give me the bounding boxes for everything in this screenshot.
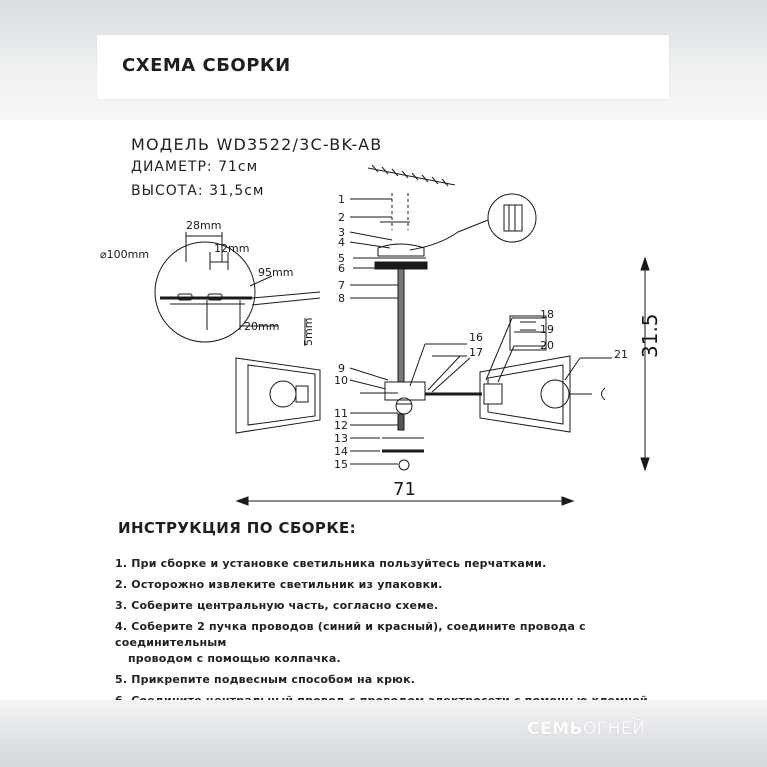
callout-4: 4 <box>338 236 345 249</box>
brand-logo <box>527 719 645 739</box>
height-label: ВЫСОТА: <box>131 183 204 199</box>
callout-21: 21 <box>614 348 628 361</box>
callout-19: 19 <box>540 323 554 336</box>
callout-12: 12 <box>334 419 348 432</box>
instruction-step-line: 5. Прикрепите подвесным способом на крюк. <box>115 673 416 686</box>
dim-width-label: 71 <box>393 479 416 500</box>
callout-6: 6 <box>338 262 345 275</box>
instruction-step-line: проводом с помощью колпачка. <box>128 652 341 665</box>
callout-lines-right <box>410 318 612 386</box>
model-name: МОДЕЛЬ WD3522/3C-BK-AB <box>131 135 383 154</box>
callout-2: 2 <box>338 211 345 224</box>
detail-5: 5mm <box>302 317 315 346</box>
callout-15: 15 <box>334 458 348 471</box>
height-value: 31,5см <box>209 183 265 199</box>
diameter-label: ДИАМЕТР: <box>131 159 213 175</box>
detail-28: 28mm <box>186 219 222 232</box>
brand-bold: СЕМЬ <box>527 719 583 739</box>
instruction-step <box>115 577 675 593</box>
diameter-value: 71см <box>218 159 259 175</box>
instructions-title: ИНСТРУКЦИЯ ПО СБОРКЕ: <box>118 519 357 537</box>
instruction-step-line: 1. При сборке и установке светильника пользуйтесь перчатками. <box>115 557 547 570</box>
instruction-step-line: 2. Осторожно извлеките светильник из упаковки. <box>115 578 443 591</box>
callout-17: 17 <box>469 346 483 359</box>
wire-detail <box>410 194 536 250</box>
ceiling-hatch <box>368 165 455 186</box>
callout-lines-left <box>350 199 398 464</box>
callout-8: 8 <box>338 292 345 305</box>
page-title: СХЕМА СБОРКИ <box>122 55 291 76</box>
callout-7: 7 <box>338 279 345 292</box>
callout-16: 16 <box>469 331 483 344</box>
callout-20: 20 <box>540 339 554 352</box>
detail-12: 12mm <box>214 242 250 255</box>
instruction-step-line: 3. Соберите центральную часть, согласно схеме. <box>115 599 439 612</box>
instruction-step-line: 4. Соберите 2 пучка проводов (синий и красный), соедините провода с соединительным <box>115 620 586 649</box>
callout-3: 3 <box>338 226 345 239</box>
brand-thin: ОГНЕЙ <box>582 719 646 739</box>
instruction-step <box>115 672 675 688</box>
callout-14: 14 <box>334 445 348 458</box>
callout-1: 1 <box>338 193 345 206</box>
detail-20: 20mm <box>244 320 280 333</box>
callout-11: 11 <box>334 407 348 420</box>
callout-numbers <box>334 193 628 471</box>
callout-18: 18 <box>540 308 554 321</box>
center-column <box>375 193 427 470</box>
dim-height-label: 31.5 <box>638 313 662 358</box>
detail-diameter: ⌀100mm <box>100 248 150 261</box>
right-shade <box>425 316 605 432</box>
detail-95: 95mm <box>258 266 294 279</box>
callout-13: 13 <box>334 432 348 445</box>
callout-10: 10 <box>334 374 348 387</box>
callout-9: 9 <box>338 362 345 375</box>
instruction-step <box>115 619 675 667</box>
callout-5: 5 <box>338 252 345 265</box>
instruction-step <box>115 598 675 614</box>
instruction-step <box>115 556 675 572</box>
footer-band <box>0 700 767 767</box>
left-shade <box>236 358 398 433</box>
